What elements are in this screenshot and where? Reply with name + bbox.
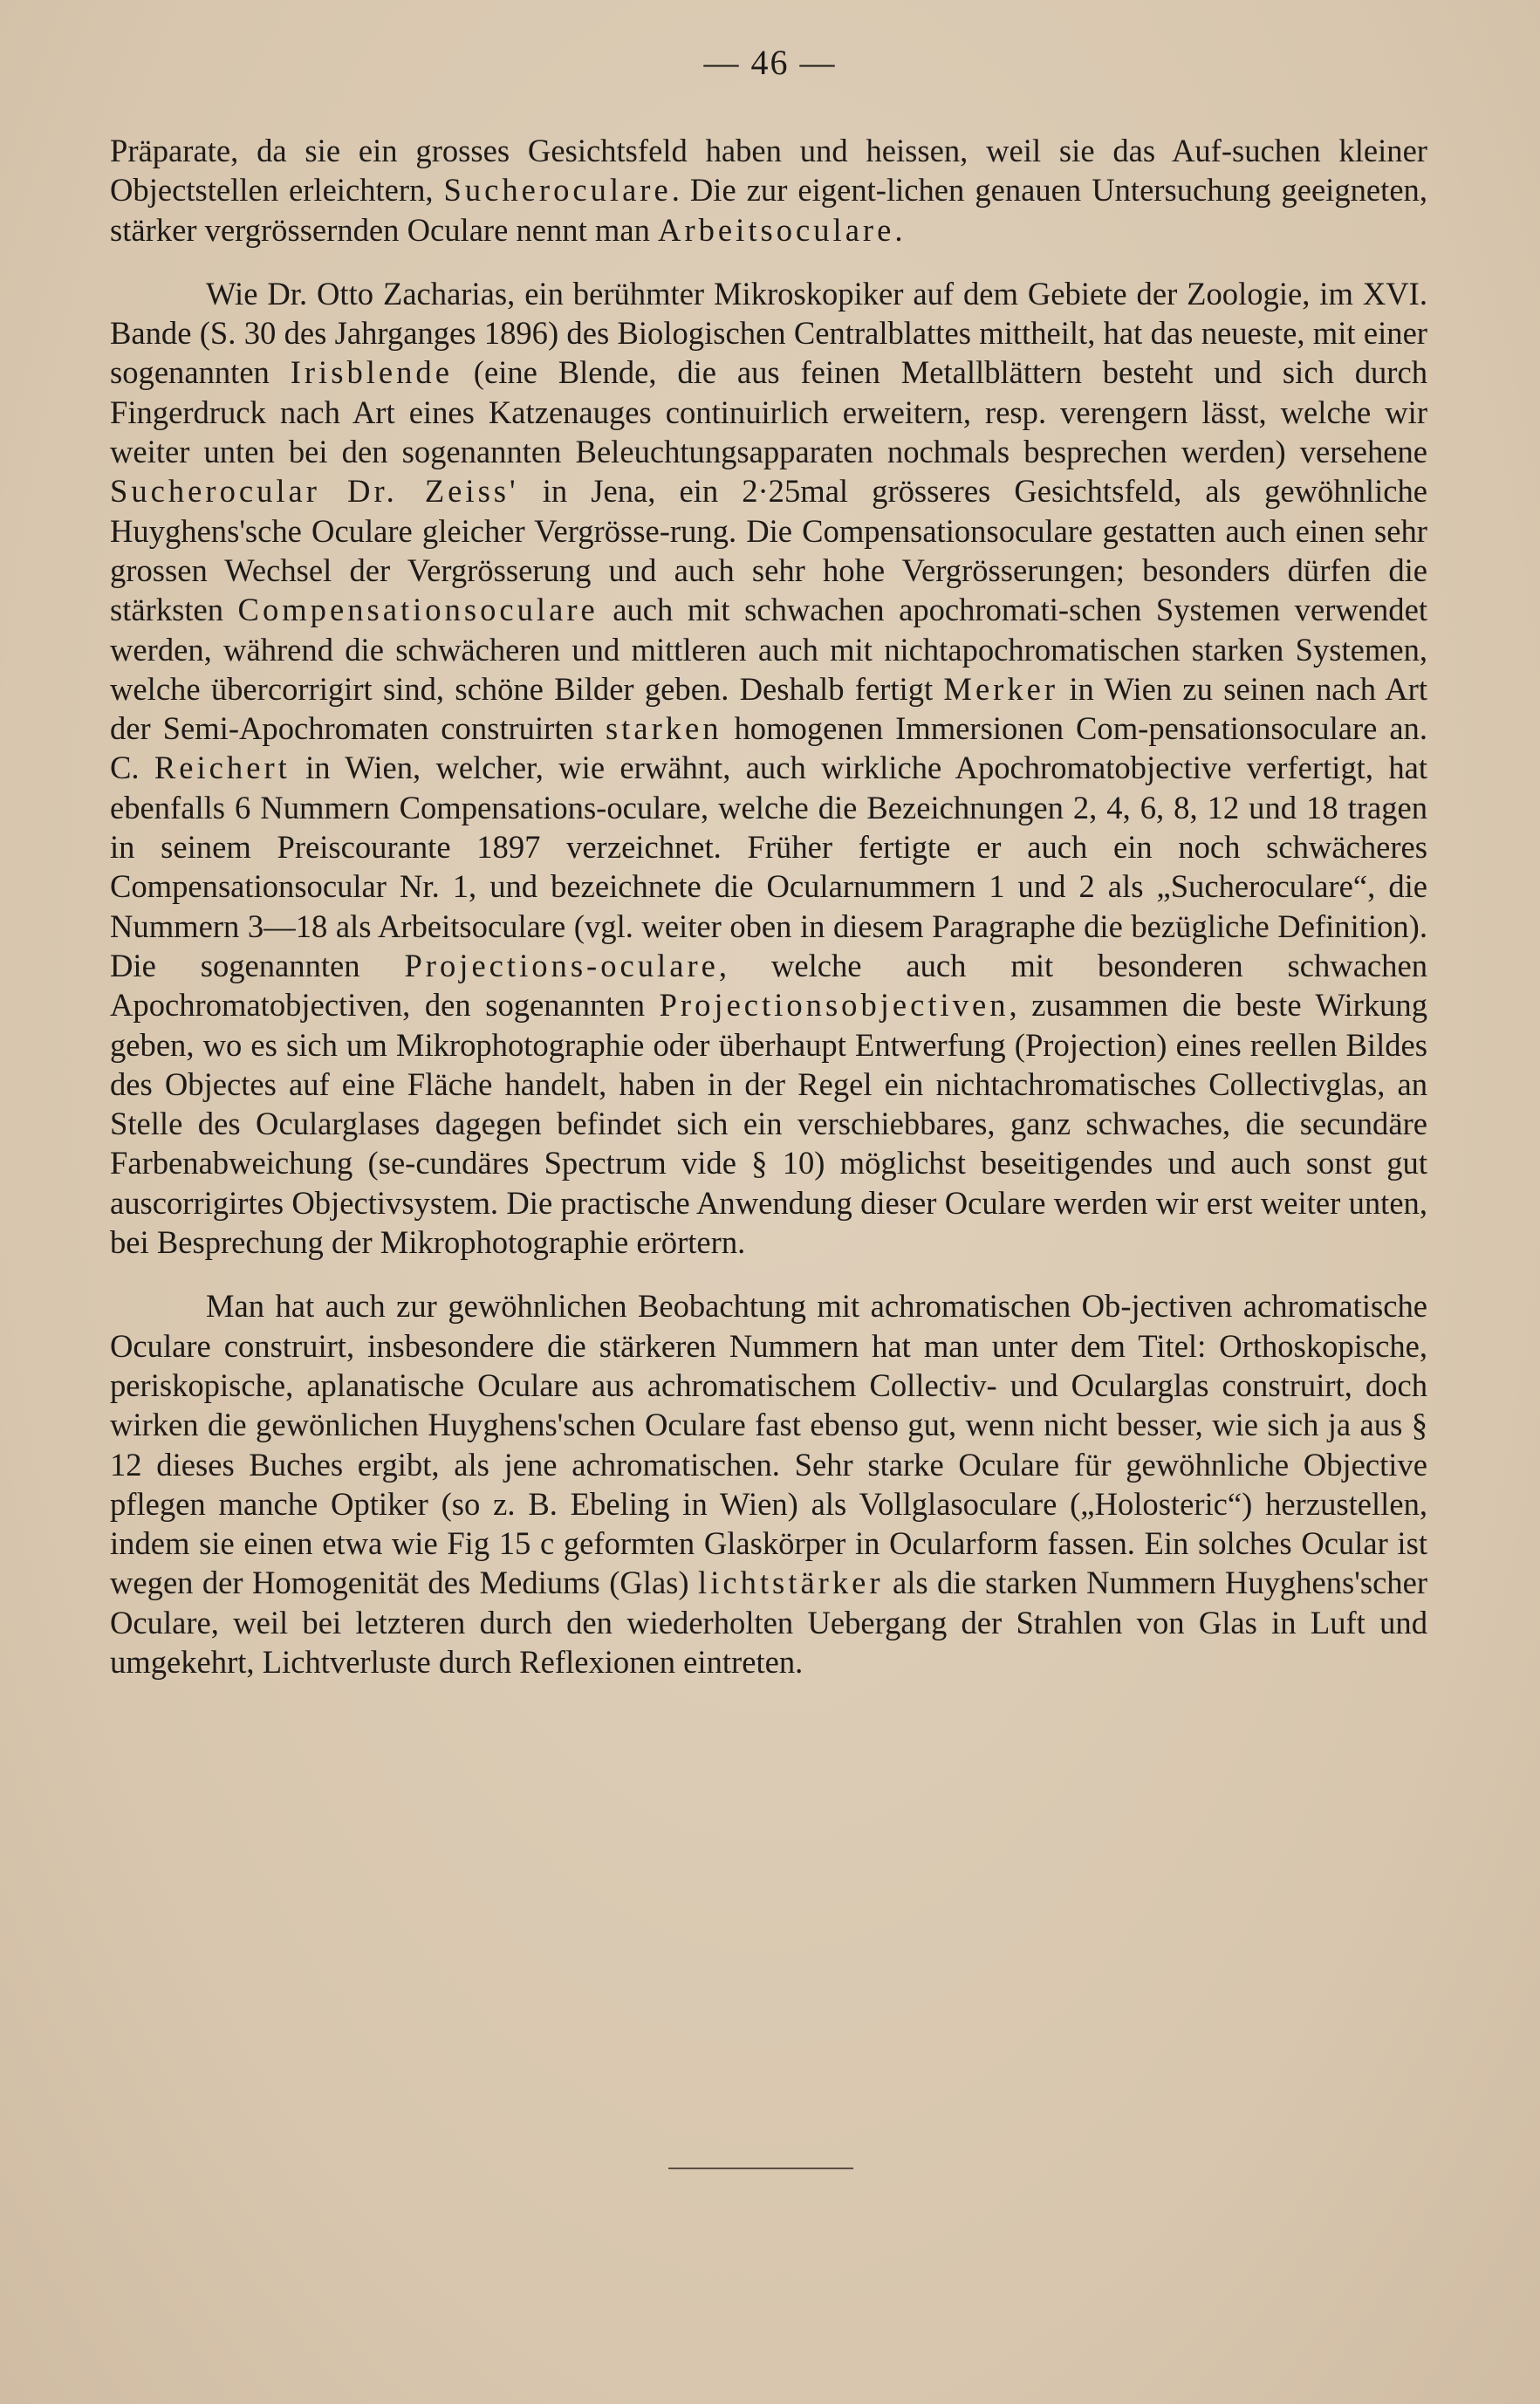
paragraph-1: [110, 131, 1427, 250]
section-divider: [668, 2168, 853, 2169]
page-number: — 46 —: [703, 43, 837, 82]
text-run: in Wien, welcher, wie erwähnt, auch wirkliche Apochromatobjective verfertigt, hat ebenfalls 6 Nummern Compensations-oculare, welche die Bezeichnungen 2, 4, 6, 8, 12 und 18 tragen in seinem Preiscourante 1897 verzeichnet. Früher fertigte er auch ein noch schwächeres Compensationsocular Nr. 1, und bezeichnete die Ocularnummern 1 und 2 als „Sucheroculare“, die Nummern 3—18 als Arbeitsoculare (vgl. weiter oben in diesem Paragraphe die bezügliche Definition). Die sogenannten: [110, 750, 1428, 983]
text-run: .: [894, 211, 903, 248]
text-run: , zusammen die beste Wirkung geben, wo es sich um Mikrophotographie oder überhaupt Entwerfung (Projection) eines reellen Bildes des Objectes auf eine Fläche handelt, haben in der Regel ein nichtachromatisches Collectivglas, an Stelle des Ocularglases dagegen befindet sich ein verschiebbares, ganz schwaches, die secundäre Farbenabweichung (se-cundäres Spectrum vide § 10) möglichst beseitigendes und auch sonst gut auscorrigirtes Objectivsystem. Die practische Anwendung dieser Oculare werden wir erst weiter unten, bei Besprechung der Mikrophotographie erörtern.: [110, 987, 1427, 1261]
text-run: Man hat auch zur gewöhnlichen Beobachtung mit achromatischen Ob-jectiven achromatische Oculare construirt, insbesondere die stärkeren Nummern hat man unter dem Titel: Orthoskopische, periskopische, aplanatische Oculare aus achromatischem Collectiv- und Ocularglas construirt, doch wirken die gewönlichen Huyghens'schen Oculare fast ebenso gut, wenn nicht besser, wie sich ja aus § 12 dieses Buches ergibt, als jene achromatischen. Sehr starke Oculare für gewöhnliche Objective pflegen manche Optiker (so z. B. Ebeling in Wien) als Vollglasoculare („Holosteric“) herzustellen, indem sie einen etwa wie Fig 15 c geformten Glaskörper in Ocularform fassen. Ein solches Ocular ist wegen der Homogenität des Mediums (Glas): [110, 1288, 1427, 1601]
text-run: in Wien zu seinen nach Art der Semi-Apochromaten construirten: [110, 670, 1427, 747]
spaced-term: Projections-oculare: [404, 947, 719, 983]
text-run: Wie Dr. Otto Zacharias, ein berühmter Mikroskopiker auf dem Gebiete der Zoologie, im XVI. Bande (S. 30 des Jahrganges 1896) des Biologischen Centralblattes mittheilt, hat das neueste, mit einer sogenannten: [110, 275, 1427, 391]
spaced-term: Compensationsoculare: [237, 592, 599, 628]
body-text: [110, 131, 1427, 1681]
text-run: in Jena, ein 2·25mal grösseres Gesichtsfeld, als gewöhnliche Huyghens'sche Oculare gleicher Vergrösse-rung. Die Compensationsoculare gestatten auch einen sehr grossen Wechsel der Vergrösserung und auch sehr hohe Vergrösserungen; besonders dürfen die stärksten: [110, 473, 1428, 628]
spaced-term: Irisblende: [290, 354, 453, 391]
text-run: , welche auch mit besonderen schwachen Apochromatobjectiven, den sogenannten: [110, 947, 1427, 1024]
spaced-term: lichtstärker: [698, 1565, 884, 1601]
spaced-term: Sucherocular Dr. Zeiss': [110, 473, 519, 510]
text-run: . Die zur eigent-lichen genauen Untersuchung geeigneten, stärker vergrössernden Oculare nennt man: [110, 172, 1427, 248]
spaced-term: Reichert: [154, 750, 291, 786]
text-run: auch mit schwachen apochromati-schen Systemen verwendet werden, während die schwächeren und mittleren auch mit nichtapochromatischen starken Systemen, welche übercorrigirt sind, schöne Bilder geben. Deshalb fertigt: [110, 592, 1427, 707]
spaced-term: starken: [605, 710, 722, 747]
spaced-term: Merker: [943, 670, 1059, 707]
paragraph-2: [110, 274, 1427, 1262]
text-run: als die starken Nummern Huyghens'scher Oculare, weil bei letzteren durch den wiederholten Uebergang der Strahlen von Glas in Luft und umgekehrt, Lichtverluste durch Reflexionen eintreten.: [110, 1565, 1428, 1680]
spaced-term: Projectionsobjectiven: [659, 987, 1010, 1024]
text-run: homogenen Immersionen Com-pensationsoculare an. C.: [110, 710, 1427, 786]
spaced-term: Sucheroculare: [443, 172, 672, 209]
text-run: (eine Blende, die aus feinen Metallblättern besteht und sich durch Fingerdruck nach Art eines Katzenauges continuirlich erweitern, resp. verengern lässt, welche wir weiter unten bei den sogenannten Beleuchtungsapparaten nochmals besprechen werden) versehene: [110, 354, 1427, 470]
paragraph-3: [110, 1286, 1427, 1681]
text-run: Präparate, da sie ein grosses Gesichtsfeld haben und heissen, weil sie das Auf-suchen kleiner Objectstellen erleichtern,: [110, 133, 1427, 209]
spaced-term: Arbeitsoculare: [658, 211, 895, 248]
